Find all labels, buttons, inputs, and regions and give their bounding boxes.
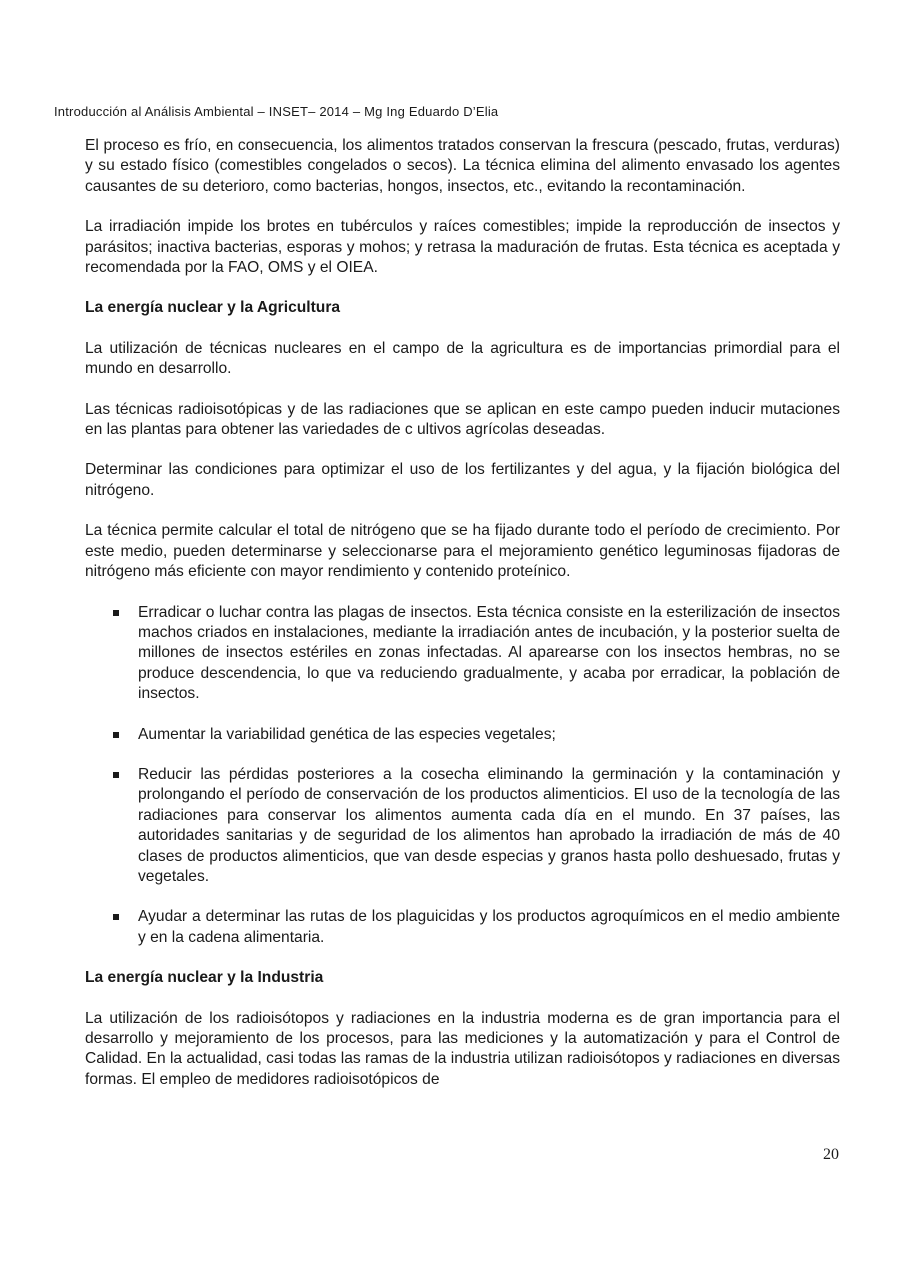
running-header: Introducción al Análisis Ambiental – INSET– 2014 – Mg Ing Eduardo D’Elia (54, 104, 499, 119)
section-heading-agriculture: La energía nuclear y la Agricultura (85, 299, 341, 317)
paragraph: Determinar las condiciones para optimizar el uso de los fertilizantes y del agua, y la fijación biológica del nitrógeno. (85, 461, 840, 499)
list-item (85, 907, 840, 948)
paragraph: La utilización de técnicas nucleares en el campo de la agricultura es de importancias primordial para el mundo en desarrollo. (85, 339, 840, 378)
square-bullet-icon (113, 914, 119, 920)
paragraph: La técnica permite calcular el total de nitrógeno que se ha fijado durante todo el período de crecimiento. Por este medio, pueden determinarse y seleccionarse para el mejoramiento genético leguminosas fijadoras de nitrógeno más eficiente con mayor rendimiento y contenido proteínico. (85, 522, 840, 581)
list-item-text: Erradicar o luchar contra las plagas de insectos. Esta técnica consiste en la esterilización de insectos machos criados en instalaciones, mediante la irradiación antes de incubación, y la posterior suelta de millones de insectos estériles en zonas infectadas. Al aparearse con los insectos hembras, no se produce descendencia, lo que va reduciendo gradualmente, y acaba por erradicar, la población de insectos. (138, 603, 840, 703)
paragraph: La irradiación impide los brotes en tubérculos y raíces comestibles; impide la reproducción de insectos y parásitos; inactiva bacterias, esporas y mohos; y retrasa la maduración de frutas. Esta técnica es aceptada y recomendada por la FAO, OMS y el OIEA. (85, 218, 840, 277)
body-text (85, 136, 840, 1090)
square-bullet-icon (113, 732, 119, 738)
square-bullet-icon (113, 610, 119, 616)
list-item (85, 725, 840, 745)
page-number: 20 (823, 1146, 839, 1163)
paragraph: Las técnicas radioisotópicas y de las radiaciones que se aplican en este campo pueden inducir mutaciones en las plantas para obtener las variedades de c ultivos agrícolas deseadas. (85, 400, 840, 439)
list-item (85, 603, 840, 705)
bullet-list (85, 603, 840, 949)
list-item (85, 765, 840, 887)
list-item-text: Ayudar a determinar las rutas de los plaguicidas y los productos agroquímicos en el medio ambiente y en la cadena alimentaria. (138, 908, 840, 946)
list-item-text: Reducir las pérdidas posteriores a la cosecha eliminando la germinación y la contaminación y prolongando el período de conservación de los productos alimenticios. El uso de la tecnología de las radiaciones para conservar los alimentos aumenta cada día en el mundo. En 37 países, las autoridades sanitarias y de seguridad de los alimentos han aprobado la irradiación de más de 40 clases de productos alimenticios, que van desde especias y granos hasta pollo deshuesado, frutas y vegetales. (138, 765, 840, 885)
list-item-text: Aumentar la variabilidad genética de las especies vegetales; (138, 725, 556, 743)
paragraph: La utilización de los radioisótopos y radiaciones en la industria moderna es de gran importancia para el desarrollo y mejoramiento de los procesos, para las mediciones y la automatización y para el Control de Calidad. En la actualidad, casi todas las ramas de la industria utilizan radioisótopos y radiaciones en diversas formas. El empleo de medidores radioisotópicos de (85, 1009, 840, 1088)
paragraph: El proceso es frío, en consecuencia, los alimentos tratados conservan la frescura (pescado, frutas, verduras) y su estado físico (comestibles congelados o secos). La técnica elimina del alimento envasado los agentes causantes de su deterioro, como bacterias, hongos, insectos, etc., evitando la recontaminación. (85, 137, 840, 195)
square-bullet-icon (113, 772, 119, 778)
section-heading-industry: La energía nuclear y la Industria (85, 969, 324, 987)
